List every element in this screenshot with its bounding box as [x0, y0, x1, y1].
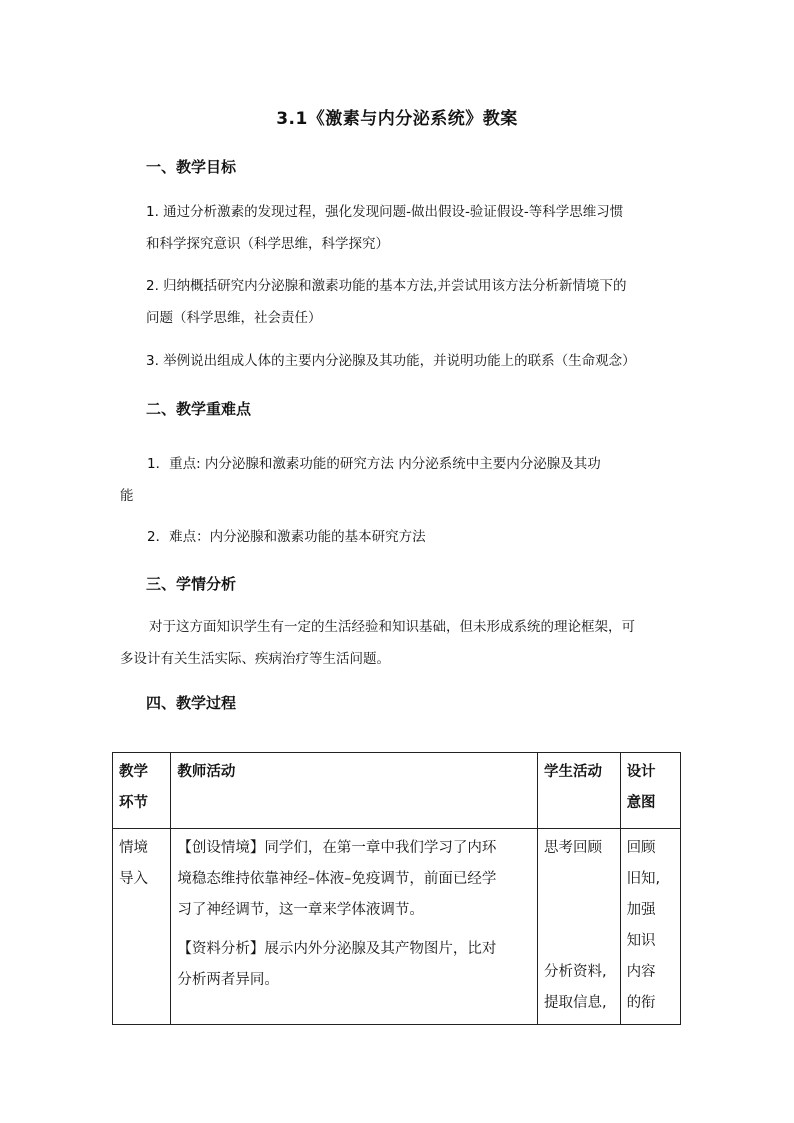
- text-line: 2. 归纳概括研究内分泌腺和激素功能的基本方法,并尝试用该方法分析新情境下的: [146, 278, 627, 294]
- header-text: 学生活动: [543, 764, 602, 780]
- text-line: 对于这方面知识学生有一定的生活经验和知识基础，但未形成系统的理论框架，可: [149, 619, 635, 635]
- cell-student-activity: [537, 829, 620, 1025]
- header-text: 设计: [626, 764, 656, 780]
- heading-key-difficult-points: 二、教学重难点: [146, 400, 252, 418]
- text-line: 3. 举例说出组成人体的主要内分泌腺及其功能，并说明功能上的联系（生命观念）: [146, 353, 636, 369]
- cell-text: 内容: [626, 964, 656, 980]
- cell-text: 提取信息,: [543, 995, 607, 1011]
- header-text: 意图: [626, 795, 656, 811]
- objective-item-3: [146, 345, 636, 377]
- cell-design-intent: [620, 829, 680, 1025]
- teaching-process-table: [112, 752, 681, 1025]
- header-student-activity: [537, 753, 620, 829]
- text-line: 1. 通过分析激素的发现过程，强化发现问题-做出假设-验证假设-等科学思维习惯: [146, 204, 624, 220]
- heading-learner-analysis: 三、学情分析: [146, 575, 237, 593]
- text-line: 问题（科学思维，社会责任）: [146, 310, 322, 326]
- cell-text: 分析两者异同。: [177, 972, 279, 988]
- cell-text: 境稳态维持依靠神经–体液–免疫调节，前面已经学: [177, 871, 497, 887]
- header-text: 教学: [119, 764, 148, 780]
- cell-text: 思考回顾: [543, 840, 602, 856]
- cell-teacher-activity: [171, 829, 538, 1025]
- text-line: 1．重点: 内分泌腺和激素功能的研究方法 内分泌系统中主要内分泌腺及其功: [147, 456, 601, 472]
- objective-item-1: [146, 196, 623, 260]
- cell-text: 导入: [119, 871, 148, 887]
- text-line: 能: [120, 488, 134, 504]
- key-point-item-2: [147, 521, 426, 553]
- header-design-intent: [620, 753, 680, 829]
- header-text: 环节: [119, 795, 148, 811]
- cell-text: 旧知,: [626, 871, 661, 887]
- text-line: 多设计有关生活实际、疾病治疗等生活问题。: [120, 651, 390, 667]
- heading-teaching-process: 四、教学过程: [146, 694, 237, 712]
- cell-stage: [113, 829, 171, 1025]
- cell-text: 加强: [626, 902, 656, 918]
- table-header-row: [113, 753, 681, 829]
- learner-analysis-paragraph: [120, 611, 635, 675]
- cell-text: 习了神经调节，这一章来学体液调节。: [177, 902, 424, 918]
- heading-teaching-objectives: 一、教学目标: [146, 158, 237, 176]
- text-line: 2．难点：内分泌腺和激素功能的基本研究方法: [147, 529, 426, 545]
- cell-text: 【资料分析】展示内外分泌腺及其产物图片，比对: [177, 941, 497, 957]
- table-row: [113, 829, 681, 1025]
- text-line: 和科学探究意识（科学思维，科学探究）: [146, 236, 389, 252]
- cell-text: 的衔: [626, 995, 656, 1011]
- key-point-item-1: [120, 448, 601, 512]
- document-title: 3.1《激素与内分泌系统》教案: [276, 109, 518, 129]
- header-text: 教师活动: [177, 764, 236, 780]
- header-stage: [113, 753, 171, 829]
- cell-text: 【创设情境】同学们，在第一章中我们学习了内环: [177, 840, 497, 856]
- cell-text: 回顾: [626, 840, 656, 856]
- cell-text: 分析资料,: [543, 964, 607, 980]
- cell-text: 情境: [119, 840, 148, 856]
- header-teacher-activity: [171, 753, 538, 829]
- objective-item-2: [146, 270, 626, 334]
- cell-text: 知识: [626, 933, 656, 949]
